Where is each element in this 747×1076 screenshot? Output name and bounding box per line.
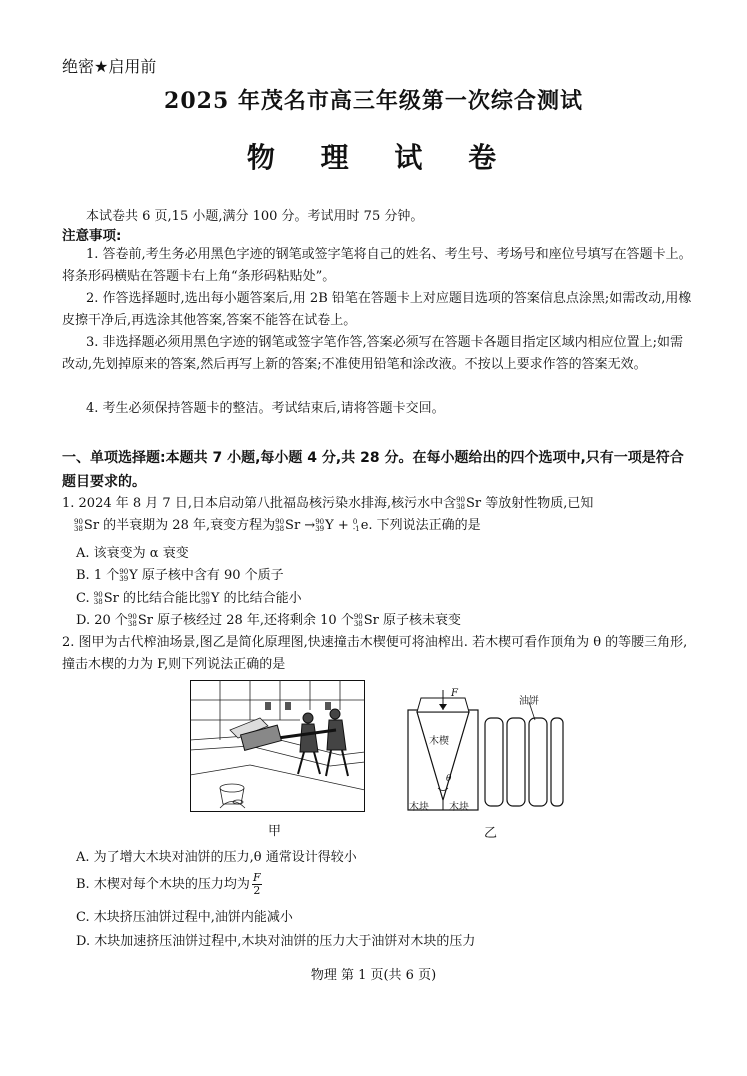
question-2-option-a: A. 为了增大木块对油饼的压力,θ 通常设计得较小 [76, 850, 357, 865]
exam-title: 2025 年茂名市高三年级第一次综合测试 [164, 88, 583, 114]
notice-title: 注意事项: [62, 228, 122, 244]
notice-item-4: 4. 考生必须保持答题卡的整洁。考试结束后,请将答题卡交回。 [86, 401, 445, 416]
notice-item-2: 2. 作答选择题时,选出每小题答案后,用 2B 铅笔在答题卡上对应题目选项的答案信息点涂黑;如需改动,用橡皮擦干净后,再选涂其他答案,答案不能答在试卷上。 [62, 291, 692, 328]
question-1-option-b: B. 1 个 90 39 Y 原子核中含有 90 个质子 [76, 567, 284, 583]
left-block-label: 木块 [409, 802, 429, 813]
question-1-option-d: D. 20 个 90 38 Sr 原子核经过 28 年,还将剩余 10 个 90 38 Sr 原子核未衰变 [76, 612, 462, 628]
figure-oil-press-scene [190, 680, 365, 812]
figure-a-caption: 甲 [268, 824, 282, 839]
notice-item-1: 1. 答卷前,考生务必用黑色字迹的钢笔或签字笔将自己的姓名、考生号、考场号和座位号填写在答题卡上。将条形码横贴在答题卡右上角“条形码粘贴处”。 [62, 247, 692, 284]
wedge-label: 木楔 [429, 736, 449, 747]
exam-intro: 本试卷共 6 页,15 小题,满分 100 分。考试用时 75 分钟。 [86, 209, 424, 224]
question-1-option-c: C. 90 38 Sr 的比结合能比 90 39 Y 的比结合能小 [76, 590, 302, 606]
question-1-stem: 1. 2024 年 8 月 7 日,日本启动第八批福岛核污染水排海,核污水中含 90 38 Sr 等放射性物质,已知 90 38 Sr 的半衰期为 28 年,衰变方程为 90 38 Sr → 90 39 Y + 0 -1 e. 下列说法正确的是 [62, 495, 594, 533]
question-2-option-d: D. 木块加速挤压油饼过程中,木块对油饼的压力大于油饼对木块的压力 [76, 934, 476, 949]
force-label: F [451, 688, 458, 699]
figure-wedge-diagram [405, 690, 565, 815]
oil-press-illustration [190, 680, 365, 812]
question-2-option-c: C. 木块挤压油饼过程中,油饼内能减小 [76, 910, 293, 925]
section-heading: 一、单项选择题:本题共 7 小题,每小题 4 分,共 28 分。在每小题给出的四个选项中,只有一项是符合题目要求的。 [62, 450, 684, 490]
notice-item-3: 3. 非选择题必须用黑色字迹的钢笔或签字笔作答,答案必须写在答题卡各题目指定区域内相应位置上;如需改动,先划掉原来的答案,然后再写上新的答案;不准使用铅笔和涂改液。不按以上要求作答的答案无效。 [62, 335, 684, 372]
confidential-label: 绝密★启用前 [62, 57, 157, 76]
oil-cake-label: 油饼 [519, 696, 539, 707]
angle-label: θ [446, 774, 452, 784]
subject-title: 物 理 试 卷 [246, 141, 515, 174]
question-2-option-b: B. 木楔对每个木块的压力均为 $\frac{F}{2}$ [76, 871, 261, 897]
question-1-option-a: A. 该衰变为 α 衰变 [76, 546, 189, 561]
fraction-f-over-2: $\frac{F}{2}$ [253, 871, 261, 897]
page-footer: 物理 第 1 页(共 6 页) [310, 968, 437, 983]
question-2-stem: 2. 图甲为古代榨油场景,图乙是简化原理图,快速撞击木楔便可将油榨出. 若木楔可看作顶角为 θ 的等腰三角形,撞击木楔的力为 F,则下列说法正确的是 [62, 635, 688, 672]
figure-b-caption: 乙 [484, 826, 498, 841]
right-block-label: 木块 [449, 802, 469, 813]
wedge-schematic [405, 690, 565, 815]
